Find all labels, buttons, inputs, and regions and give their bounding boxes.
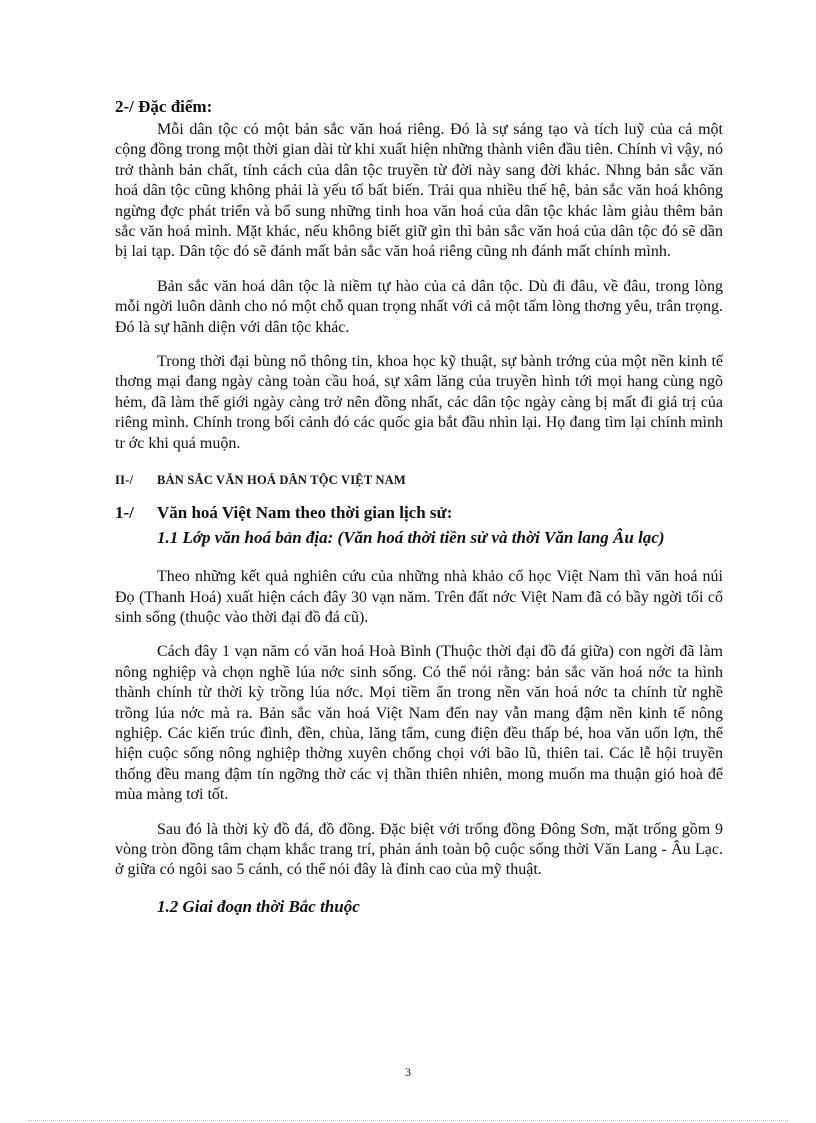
heading-1 bbox=[115, 501, 723, 524]
paragraph-3: Trong thời đại bùng nổ thông tin, khoa học kỹ thuật, sự bành trớng của một nền kinh tế thơng mại đang ngày càng toàn cầu hoá, sự xâm lăng của truyền hình tới mọi hang cùng ngõ hẻm, đã làm thế giới ngày càng trở nên đồng nhất, các dân tộc ngày càng bị mất đi giá trị của riêng mình. Chính trong bối cảnh đó các quốc gia bắt đầu nhìn lại. Họ đang tìm lại chính mình tr ớc khi quá muộn. bbox=[115, 353, 723, 452]
paragraph-2: Bản sắc văn hoá dân tộc là niềm tự hào của cả dân tộc. Dù đi đâu, về đâu, trong lòng mỗi ngời luôn dành cho nó một chỗ quan trọng nhất với cả một tấm lòng thơng yêu, trân trọng. Đó là sự hãnh diện với dân tộc khác. bbox=[115, 277, 723, 336]
paragraph-5: Cách đây 1 vạn năm có văn hoá Hoà Bình (Thuộc thời đại đồ đá giữa) con ngời đã làm nông nghiệp và chọn nghề lúa nớc sinh sống. Có thể nói rằng: bản sắc văn hoá nớc ta hình thành chính từ thời kỳ trồng lúa nớc. Mọi tiềm ẩn trong nền văn hoá nớc ta chính từ nghề trồng lúa nớc mà ra. Bản sắc văn hoá Việt Nam đến nay vẫn mang đậm nền kinh tế nông nghiệp. Các kiến trúc đình, đền, chùa, lăng tẩm, cung điện đều thấp bé, hoa văn uốn lợn, thể hiện cuộc sống nông nghiệp thờng xuyên chống chọi với bão lũ, thiên tai. Các lễ hội truyền thống đều mang đậm tín ngỡng thờ các vị thần thiên nhiên, mong muốn ma thuận gió hoà để mùa màng tơi tốt. bbox=[115, 643, 723, 804]
section-heading bbox=[115, 471, 723, 489]
heading-dac-diem: 2-/ Đặc điểm: bbox=[115, 97, 213, 116]
paragraph-6: Sau đó là thời kỳ đồ đá, đồ đồng. Đặc biệt với trống đồng Đông Sơn, mặt trống gồm 9 vòng tròn đồng tâm chạm khắc trang trí, phản ánh toàn bộ cuộc sống thời Văn Lang - Âu Lạc. ở giữa có ngôi sao 5 cánh, có thể nói đây là đỉnh cao của mỹ thuật. bbox=[115, 820, 723, 879]
page-number: 3 bbox=[405, 1065, 411, 1079]
section-title: BẢN SẮC VĂN HOÁ DÂN TỘC VIỆT NAM bbox=[157, 473, 406, 488]
heading-1-title: Văn hoá Việt Nam theo thời gian lịch sử: bbox=[157, 503, 453, 523]
paragraph-4: Theo những kết quả nghiên cứu của những nhà khảo cổ học Việt Nam thì văn hoá núi Đọ (Thanh Hoá) xuất hiện cách đây 30 vạn năm. Trên đất nớc Việt Nam đã có bầy ngời tối cổ sinh sống (thuộc vào thời đại đồ đá cũ). bbox=[115, 568, 723, 626]
subheading-1-1: 1.1 Lớp văn hoá bản địa: (Văn hoá thời tiền sử và thời Văn lang Âu lạc) bbox=[157, 528, 665, 548]
section-number: II-/ bbox=[115, 473, 134, 488]
footer-dotted-rule bbox=[28, 1120, 788, 1121]
paragraph-1: Mỗi dân tộc có một bản sắc văn hoá riêng. Đó là sự sáng tạo và tích luỹ của cả một cộng đồng trong một thời gian dài từ khi xuất hiện những thành viên đầu tiên. Chính vì vậy, nó trở thành bản chất, tính cách của dân tộc truyền từ đời này sang đời khác. Nhng bản sắc văn hoá dân tộc cũng không phải là yếu tố bất biến. Trải qua nhiều thế hệ, bản sắc văn hoá không ngừng đợc phát triển và bổ sung những tinh hoa văn hoá của dân tộc khác làm giàu thêm bản sắc văn hoá mình. Mặt khác, nếu không biết giữ gìn thì bản sắc văn hoá của dân tộc đó sẽ dần bị lai tạp. Dân tộc đó sẽ đánh mất bản sắc văn hoá riêng cũng nh đánh mất chính mình. bbox=[115, 121, 723, 261]
heading-1-number: 1-/ bbox=[115, 503, 134, 523]
subheading-1-2: 1.2 Giai đoạn thời Bắc thuộc bbox=[157, 896, 360, 916]
page-content bbox=[115, 96, 723, 918]
